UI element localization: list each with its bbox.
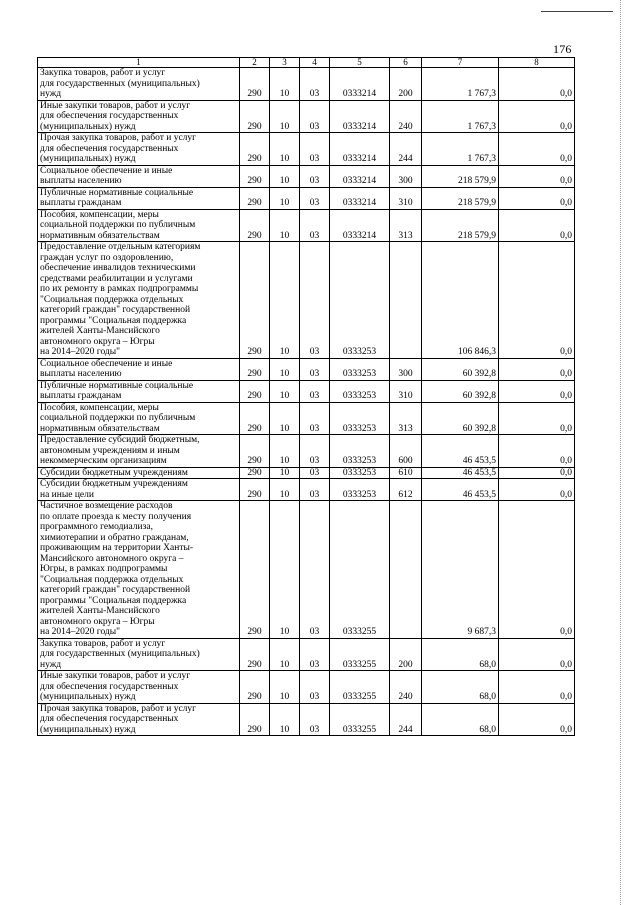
cell-col3: 10 <box>270 133 300 166</box>
cell-col3: 10 <box>270 358 300 380</box>
cell-expense-type: 610 <box>390 467 422 479</box>
cell-col2: 290 <box>240 242 270 359</box>
cell-amount: 68,0 <box>422 671 499 704</box>
page-edge-line <box>620 0 621 905</box>
cell-col8: 0,0 <box>499 467 575 479</box>
cell-col4: 03 <box>300 380 330 402</box>
cell-expense-type: 244 <box>390 133 422 166</box>
table-row <box>38 501 575 639</box>
cell-col3: 10 <box>270 703 300 736</box>
cell-amount: 9 687,3 <box>422 501 499 639</box>
cell-col8: 0,0 <box>499 68 575 101</box>
column-header: 6 <box>390 58 422 68</box>
row-description: Социальное обеспечение и иные выплаты населению <box>38 165 240 187</box>
cell-col3: 10 <box>270 380 300 402</box>
cell-col8: 0,0 <box>499 479 575 501</box>
cell-expense-type: 240 <box>390 671 422 704</box>
cell-expense-type: 600 <box>390 435 422 468</box>
table-row <box>38 479 575 501</box>
cell-col2: 290 <box>240 467 270 479</box>
cell-amount: 218 579,9 <box>422 209 499 242</box>
row-description: Предоставление субсидий бюджетным, автономным учреждениям и иным некоммерческим организациям <box>38 435 240 468</box>
row-description: Иные закупки товаров, работ и услуг для обеспечения государственных (муниципальных) нужд <box>38 671 240 704</box>
column-header: 1 <box>38 58 240 68</box>
table-row <box>38 242 575 359</box>
cell-col3: 10 <box>270 187 300 209</box>
cell-expense-type: 244 <box>390 703 422 736</box>
cell-target-code: 0333255 <box>330 501 390 639</box>
table-row <box>38 671 575 704</box>
row-description: Публичные нормативные социальные выплаты гражданам <box>38 187 240 209</box>
row-description: Иные закупки товаров, работ и услуг для обеспечения государственных (муниципальных) нужд <box>38 100 240 133</box>
cell-target-code: 0333253 <box>330 402 390 435</box>
row-description: Социальное обеспечение и иные выплаты населению <box>38 358 240 380</box>
table-row <box>38 100 575 133</box>
cell-col8: 0,0 <box>499 187 575 209</box>
cell-col4: 03 <box>300 100 330 133</box>
cell-amount: 60 392,8 <box>422 358 499 380</box>
cell-amount: 1 767,3 <box>422 68 499 101</box>
cell-col4: 03 <box>300 703 330 736</box>
cell-col2: 290 <box>240 165 270 187</box>
table-row <box>38 358 575 380</box>
cell-target-code: 0333255 <box>330 671 390 704</box>
cell-col4: 03 <box>300 638 330 671</box>
column-header: 8 <box>499 58 575 68</box>
cell-amount: 218 579,9 <box>422 165 499 187</box>
cell-col3: 10 <box>270 501 300 639</box>
cell-col2: 290 <box>240 501 270 639</box>
cell-target-code: 0333214 <box>330 133 390 166</box>
cell-col4: 03 <box>300 242 330 359</box>
cell-col3: 10 <box>270 435 300 468</box>
cell-amount: 46 453,5 <box>422 435 499 468</box>
cell-col2: 290 <box>240 209 270 242</box>
cell-col4: 03 <box>300 467 330 479</box>
cell-col8: 0,0 <box>499 100 575 133</box>
cell-col4: 03 <box>300 165 330 187</box>
cell-target-code: 0333255 <box>330 703 390 736</box>
table-row <box>38 187 575 209</box>
cell-expense-type <box>390 242 422 359</box>
cell-col3: 10 <box>270 638 300 671</box>
cell-col3: 10 <box>270 209 300 242</box>
cell-target-code: 0333253 <box>330 479 390 501</box>
row-description: Субсидии бюджетным учреждениям на иные цели <box>38 479 240 501</box>
row-description: Закупка товаров, работ и услуг для государственных (муниципальных) нужд <box>38 68 240 101</box>
cell-expense-type <box>390 501 422 639</box>
column-header: 5 <box>330 58 390 68</box>
cell-col2: 290 <box>240 100 270 133</box>
cell-col3: 10 <box>270 479 300 501</box>
cell-expense-type: 300 <box>390 165 422 187</box>
column-header: 2 <box>240 58 270 68</box>
cell-col4: 03 <box>300 358 330 380</box>
cell-amount: 46 453,5 <box>422 479 499 501</box>
cell-expense-type: 612 <box>390 479 422 501</box>
cell-expense-type: 310 <box>390 187 422 209</box>
cell-col8: 0,0 <box>499 638 575 671</box>
cell-target-code: 0333253 <box>330 380 390 402</box>
cell-col8: 0,0 <box>499 358 575 380</box>
cell-amount: 1 767,3 <box>422 100 499 133</box>
cell-col2: 290 <box>240 133 270 166</box>
cell-col8: 0,0 <box>499 703 575 736</box>
cell-col4: 03 <box>300 435 330 468</box>
cell-col4: 03 <box>300 479 330 501</box>
cell-col4: 03 <box>300 187 330 209</box>
cell-col3: 10 <box>270 671 300 704</box>
cell-expense-type: 200 <box>390 68 422 101</box>
cell-expense-type: 313 <box>390 209 422 242</box>
table-row <box>38 435 575 468</box>
cell-amount: 46 453,5 <box>422 467 499 479</box>
budget-table <box>37 57 575 736</box>
cell-col2: 290 <box>240 380 270 402</box>
table-row <box>38 402 575 435</box>
cell-col2: 290 <box>240 68 270 101</box>
cell-col2: 290 <box>240 479 270 501</box>
cell-col3: 10 <box>270 68 300 101</box>
cell-col4: 03 <box>300 501 330 639</box>
header-row <box>38 58 575 68</box>
row-description: Частичное возмещение расходов по оплате проезда к месту получения программного гемодиализа, химиотерапии и обратно гражданам, проживающим на территории Ханты- Мансийского автономного округа – Югры, в рамках подпрограммы "Социальная поддержка отдельных категорий граждан" государственной программы "Социальная поддержка жителей Ханты-Мансийского автономного округа – Югры на 2014–2020 годы" <box>38 501 240 639</box>
cell-col2: 290 <box>240 638 270 671</box>
cell-col4: 03 <box>300 68 330 101</box>
cell-col8: 0,0 <box>499 133 575 166</box>
cell-col2: 290 <box>240 402 270 435</box>
column-header: 4 <box>300 58 330 68</box>
cell-target-code: 0333253 <box>330 435 390 468</box>
table-row <box>38 638 575 671</box>
cell-col8: 0,0 <box>499 671 575 704</box>
cell-col8: 0,0 <box>499 380 575 402</box>
cell-col8: 0,0 <box>499 501 575 639</box>
cell-expense-type: 300 <box>390 358 422 380</box>
cell-col2: 290 <box>240 671 270 704</box>
table-row <box>38 467 575 479</box>
row-description: Пособия, компенсации, меры социальной поддержки по публичным нормативным обязательствам <box>38 402 240 435</box>
cell-amount: 60 392,8 <box>422 402 499 435</box>
cell-expense-type: 200 <box>390 638 422 671</box>
table-body <box>38 68 575 736</box>
cell-col4: 03 <box>300 671 330 704</box>
cell-col3: 10 <box>270 242 300 359</box>
cell-expense-type: 240 <box>390 100 422 133</box>
table-row <box>38 380 575 402</box>
table-row <box>38 68 575 101</box>
cell-col8: 0,0 <box>499 242 575 359</box>
row-description: Предоставление отдельным категориям граждан услуг по оздоровлению, обеспечение инвалидов техническими средствами реабилитации и услугами по их ремонту в рамках подпрограммы "Социальная поддержка отдельных категорий граждан" государственной программы "Социальная поддержка жителей Ханты-Мансийского автономного округа – Югры на 2014–2020 годы" <box>38 242 240 359</box>
cell-target-code: 0333214 <box>330 68 390 101</box>
cell-target-code: 0333253 <box>330 358 390 380</box>
cell-col3: 10 <box>270 100 300 133</box>
page-number: 176 <box>553 42 572 56</box>
row-description: Публичные нормативные социальные выплаты гражданам <box>38 380 240 402</box>
column-header: 3 <box>270 58 300 68</box>
cell-amount: 218 579,9 <box>422 187 499 209</box>
cell-target-code: 0333253 <box>330 242 390 359</box>
cell-target-code: 0333255 <box>330 638 390 671</box>
cell-target-code: 0333214 <box>330 165 390 187</box>
cell-amount: 1 767,3 <box>422 133 499 166</box>
cell-target-code: 0333214 <box>330 187 390 209</box>
cell-col3: 10 <box>270 402 300 435</box>
cell-amount: 68,0 <box>422 638 499 671</box>
table-row <box>38 209 575 242</box>
cell-amount: 106 846,3 <box>422 242 499 359</box>
table-row <box>38 133 575 166</box>
cell-col4: 03 <box>300 402 330 435</box>
cell-target-code: 0333214 <box>330 100 390 133</box>
column-header: 7 <box>422 58 499 68</box>
row-description: Прочая закупка товаров, работ и услуг для обеспечения государственных (муниципальных) нужд <box>38 703 240 736</box>
row-description: Прочая закупка товаров, работ и услуг для обеспечения государственных (муниципальных) нужд <box>38 133 240 166</box>
cell-col2: 290 <box>240 358 270 380</box>
table-row <box>38 165 575 187</box>
cell-col3: 10 <box>270 467 300 479</box>
cell-expense-type: 313 <box>390 402 422 435</box>
cell-col3: 10 <box>270 165 300 187</box>
cell-col2: 290 <box>240 703 270 736</box>
cell-col8: 0,0 <box>499 165 575 187</box>
cell-col2: 290 <box>240 435 270 468</box>
cell-amount: 68,0 <box>422 703 499 736</box>
row-description: Пособия, компенсации, меры социальной поддержки по публичным нормативным обязательствам <box>38 209 240 242</box>
cell-target-code: 0333214 <box>330 209 390 242</box>
cell-amount: 60 392,8 <box>422 380 499 402</box>
cell-target-code: 0333253 <box>330 467 390 479</box>
cell-col8: 0,0 <box>499 402 575 435</box>
table-row <box>38 703 575 736</box>
cell-col2: 290 <box>240 187 270 209</box>
row-description: Закупка товаров, работ и услуг для государственных (муниципальных) нужд <box>38 638 240 671</box>
row-description: Субсидии бюджетным учреждениям <box>38 467 240 479</box>
cell-col4: 03 <box>300 133 330 166</box>
cell-col4: 03 <box>300 209 330 242</box>
cell-col8: 0,0 <box>499 209 575 242</box>
cell-expense-type: 310 <box>390 380 422 402</box>
top-rule <box>541 11 613 12</box>
cell-col8: 0,0 <box>499 435 575 468</box>
